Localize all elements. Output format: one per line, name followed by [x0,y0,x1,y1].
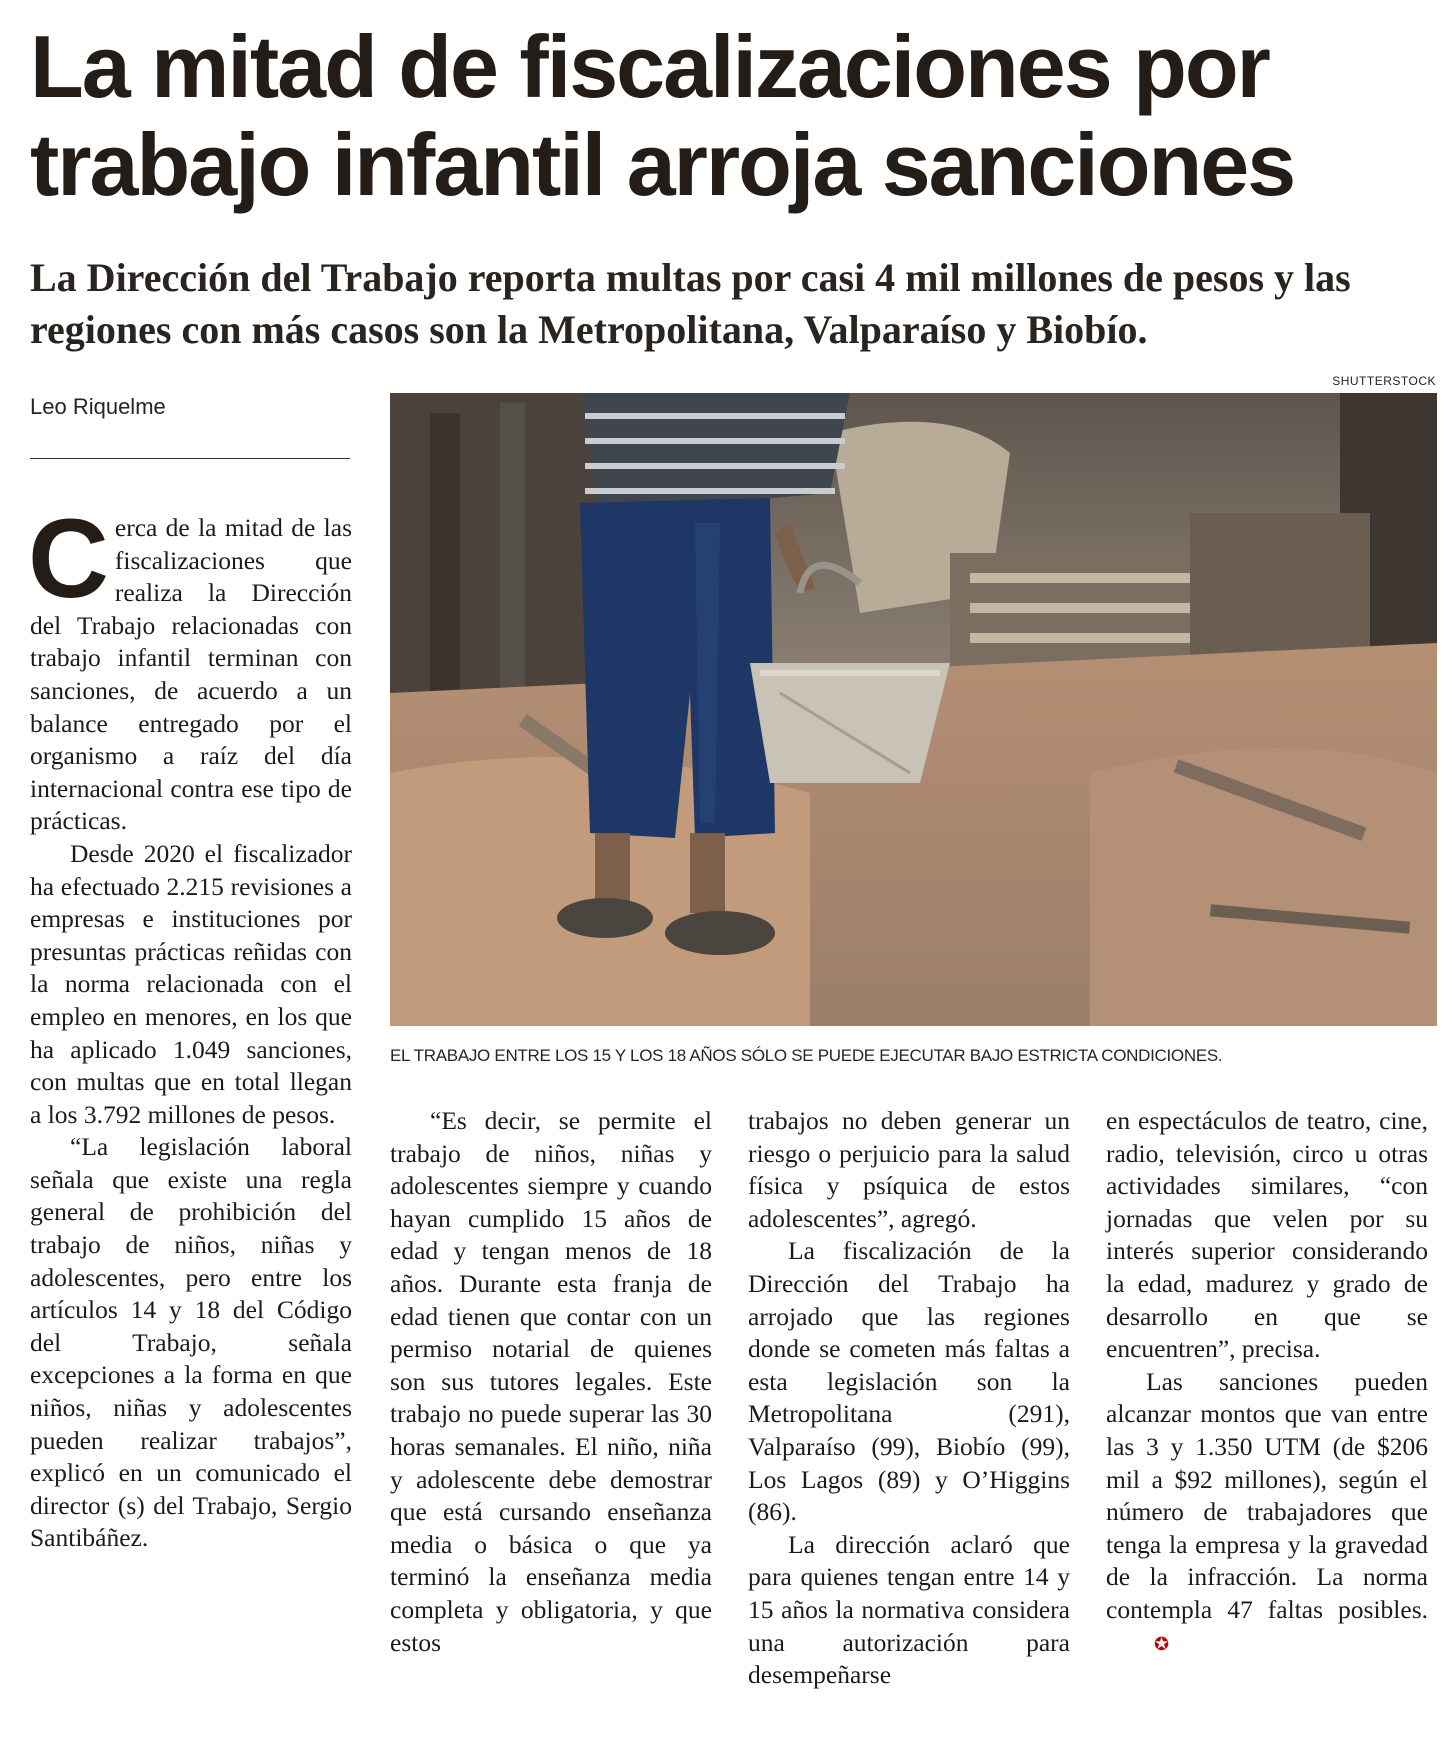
lead-paragraph-text: erca de la mitad de las fiscalizaciones que realiza la Dirección del Trabajo relacionadas con trabajo infantil terminan con sanciones, de acuerdo a un balance entregado por el organismo a raíz del día internacional contra ese tipo de prácticas. [30,513,352,836]
paragraph-7 [1106,1366,1428,1661]
paragraph-7-text: Las sanciones pueden alcanzar montos que van entre las 3 y 1.350 UTM (de $206 mil a $92 millones), según el número de trabajadores que tenga la empresa y la gravedad de la infracción. La norma contempla 47 faltas posibles. [1106,1366,1428,1624]
paragraph-6: La dirección aclaró que para quienes tengan entre 14 y 15 años la normativa considera una autorización para desempeñarse [748,1529,1070,1690]
paragraph-3: “La legislación laboral señala que existe una regla general de prohibición del trabajo de niños, niñas y adolescentes, pero entre los artículos 14 y 18 del Código del Trabajo, señala excepciones a la forma en que niños, niñas y adolescentes pueden realizar trabajos”, explicó en un comunicado el director (s) del Trabajo, Sergio Santibáñez. [30,1132,352,1553]
article-photo [390,393,1437,1026]
paragraph-4-continued: trabajos no deben generar un riesgo o perjuicio para la salud física y psíquica de estos adolescentes”, agregó. [748,1106,1070,1233]
subheadline: La Dirección del Trabajo reporta multas por casi 4 mil millones de pesos y las regiones con más casos son la Metropolitana, Valparaíso y Biobío. [30,255,1351,352]
paragraph-5: La fiscalización de la Dirección del Trabajo ha arrojado que las regiones donde se cometen más faltas a esta legislación son la Metropolitana (291), Valparaíso (99), Biobío (99), Los Lagos (89) y O’Higgins (86). [748,1236,1070,1527]
photo-caption: EL TRABAJO ENTRE LOS 15 Y LOS 18 AÑOS SÓLO SE PUEDE EJECUTAR BAJO ESTRICTA CONDICIONES. [390,1046,1223,1065]
article-column-3 [748,1105,1070,1692]
paragraph-6-continued: en espectáculos de teatro, cine, radio, televisión, circo u otras actividades similares, “con jornadas que velen por su interés superior considerando la edad, madurez y grado de desarrollo en que se encuentren”, precisa. [1106,1106,1428,1364]
article-column-1 [28,496,352,1555]
lead-paragraph [28,496,352,838]
drop-cap: C [28,496,109,621]
byline: Leo Riquelme [30,394,166,419]
headline: La mitad de fiscalizaciones por trabajo infantil arroja sanciones [30,17,1295,214]
child-carrying-bucket-image [390,393,1437,1026]
end-of-article-icon: ✪ [1154,1634,1170,1655]
article-column-2 [390,1105,712,1659]
paragraph-4: “Es decir, se permite el trabajo de niños, niñas y adolescentes siempre y cuando hayan cumplido 15 años de edad y tengan menos de 18 años. Durante esta franja de edad tienen que contar con un permiso notarial de quienes son sus tutores legales. Este trabajo no puede superar las 30 horas semanales. El niño, niña y adolescente debe demostrar que está cursando enseñanza media o básica o que ya terminó la enseñanza media completa y obligatoria, y que estos [390,1106,712,1657]
byline-divider [30,458,350,459]
photo-credit: SHUTTERSTOCK [1332,374,1436,388]
article-column-4 [1106,1105,1428,1661]
paragraph-2: Desde 2020 el fiscalizador ha efectuado 2.215 revisiones a empresas e instituciones por presuntas prácticas reñidas con la norma relacionada con el empleo en menores, en los que ha aplicado 1.049 sanciones, con multas que en total llegan a los 3.792 millones de pesos. [30,838,352,1129]
